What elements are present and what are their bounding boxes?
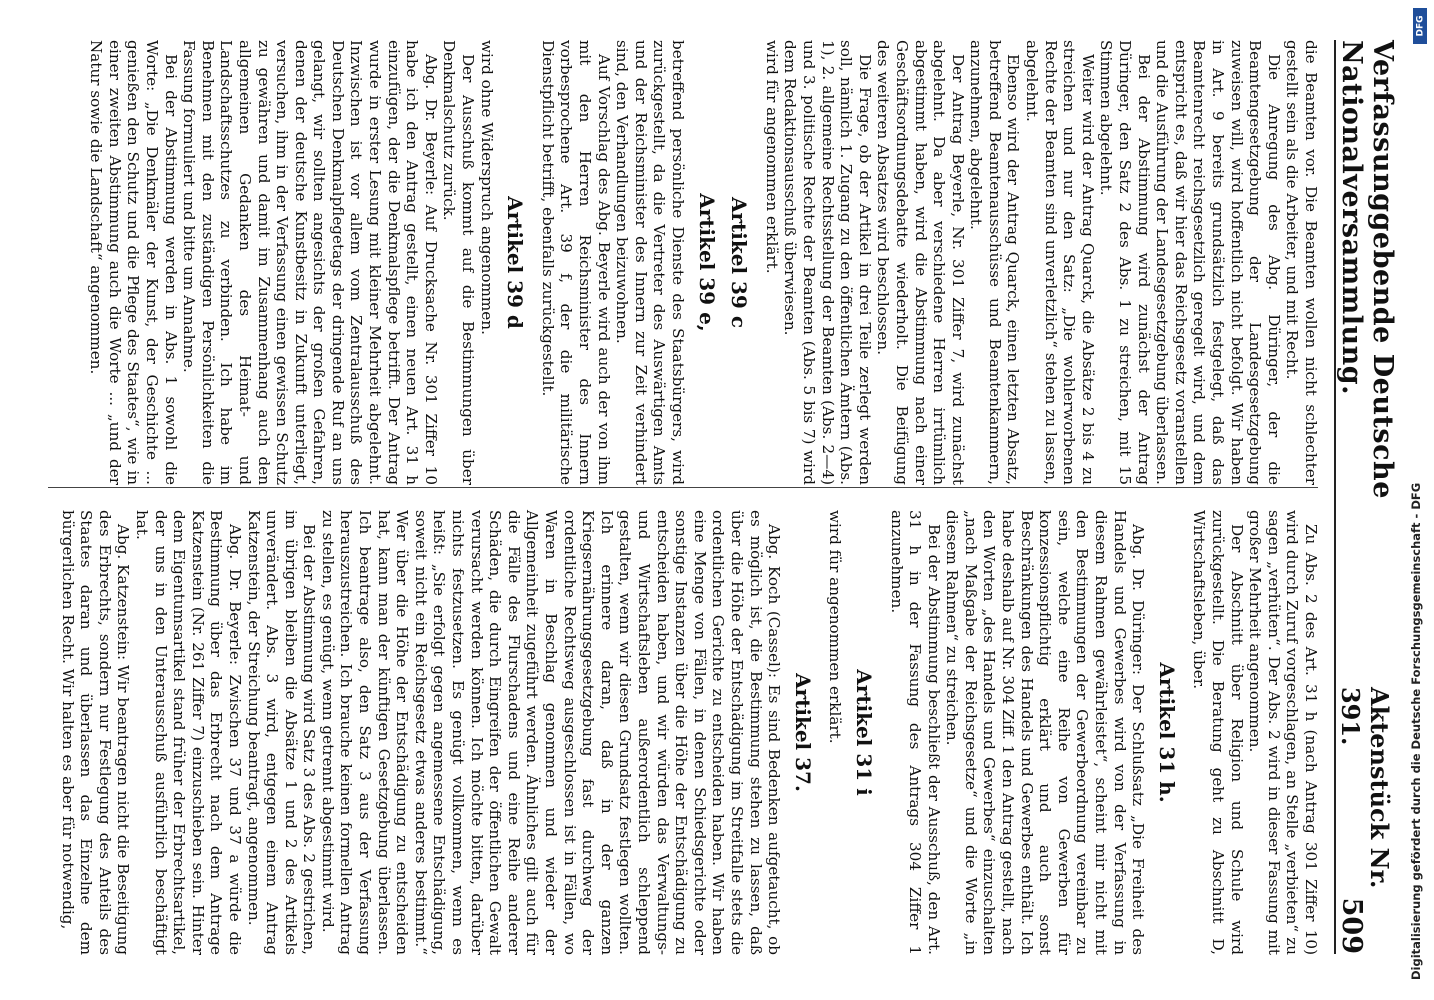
paragraph: Die Frage, ob der Artikel in drei Teile zerlegt werden soll, nämlich 1. Zugang zu den öffentlichen Ämtern (Abs. 1), 2. allgemeine Rechtsstellung der Beamten (Abs. 2—4) und 3. politische Rechte der Beamten (Abs. 5 bis 7) wird dem Redaktionsausschuß überwiesen. bbox=[781, 40, 874, 485]
paragraph: Abg. Dr. Beyerle: Auf Drucksache Nr. 301 Ziffer 10 habe ich den Antrag gestellt, einen neuen Art. 31 h einzufügen, der die Denkmalspflege betrifft. Der Antrag wurde in erster Lesung mit kleiner Mehrheit abgelehnt. Inzwischen ist vor allem vom Zentralausschuß des Deutschen Denkmalpflegetags der dringende Ruf an uns gelangt, wir sollten angesichts der großen Gefahren, denen der deutsche Kunstbesitz in Zukunft unterliegt, versuchen, ihm in der Verfassung einen gewissen Schutz zu gewähren und damit im Zusammenhang auch den allgemeinen Gedanken des Heimat- und Landschaftsschutzes zu verbinden. Ich habe im Benehmen mit den zuständigen Persönlichkeiten die Fassung formuliert und bitte um Annahme. bbox=[180, 40, 440, 485]
credit-text: Digitalisierung gefördert durch die Deutsche Forschungsgemeinschaft - DFG bbox=[1409, 482, 1423, 980]
page-number: 509 bbox=[1336, 897, 1367, 954]
article-heading: Artikel 39 e, bbox=[694, 193, 719, 332]
paragraph: Der Abschnitt über Religion und Schule wird zurückgestellt. Die Beratung geht zu Abschnitt D, Wirtschaftsleben, über. bbox=[1190, 510, 1246, 955]
paragraph: Bei der Abstimmung wird zunächst der Antrag Düringer, den Satz 2 des Abs. 1 zu streichen, mit 15 Stimmen abgelehnt. bbox=[1097, 40, 1153, 485]
paragraph: Bei der Abstimmung wird Satz 3 des Abs. 2 gestrichen, im übrigen bleiben die Absätze 1 und 2 des Artikels unverändert. Abs. 3 wird, entgegen einem Antrag Katzenstein, der Streichung beantragt, angenommen. bbox=[244, 510, 319, 955]
paragraph: Der Antrag Beyerle, Nr. 301 Ziffer 7, wird zunächst abgelehnt. Da aber verschiedene Herren irrtümlich abgestimmt haben, wird die Abstimmung nach einer Geschäftsordnungsdebatte wiederholt. Die Beifügung des weiteren Absatzes wird beschlossen. bbox=[874, 40, 967, 485]
dfg-logo bbox=[1413, 8, 1427, 44]
paragraph: die Beamten vor. Die Beamten wollen nicht schlechter gestellt sein als die Arbeiter, und mit Recht. bbox=[1283, 40, 1320, 485]
paragraph: Abg. Dr. Düringer: Der Schlußsatz „Die Freiheit des Handels und Gewerbes wird von der Verfassung in diesem Rahmen gewährleistet“, scheint mir nicht mit den Bestimmungen der Gewerbeordnung vereinbar zu sein, welche eine Reihe von Gewerben für konzessionspflichtig erklärt und auch sonst Beschränkungen des Handels und Gewerbes enthält. Ich habe deshalb auf Nr. 304 Ziff. 1 den Antrag gestellt, nach den Worten „des Handels und Gewerbes“ einzuschalten „nach Maßgabe der Reichsgesetze“ und die Worte „in diesem Rahmen“ zu streichen. bbox=[943, 510, 1148, 955]
paragraph: Bei der Abstimmung beschließt der Ausschuß, den Art. 31 h in der Fassung des Antrags 304 Ziffer 1 anzunehmen. bbox=[887, 510, 943, 955]
paragraph: Abg. Dr. Beyerle: Zwischen 37 und 37 a würde die Bestimmung über das Erbrecht nach dem Antrage Katzenstein (Nr. 261 Ziffer 7) einzuschieben sein. Hinter dem Eigentumsartikel stand früher der Erbrechtsartikel, der uns in den Unterausschuß ausführlich beschäftigt hat. bbox=[132, 510, 244, 955]
document-number: Aktenstück Nr. 391. bbox=[1336, 686, 1394, 889]
article-heading: Artikel 31 i bbox=[851, 669, 876, 796]
article-heading: Artikel 39 c bbox=[727, 196, 752, 328]
page-header bbox=[1334, 40, 1398, 954]
left-column bbox=[87, 40, 1320, 485]
paragraph: wird für angenommen erklärt. bbox=[762, 40, 781, 274]
paragraph: Ebenso wird der Antrag Quarck, einen letzten Absatz, betreffend Beamtenausschüsse und Beamtenkammern, anzunehmen, abgelehnt. bbox=[967, 40, 1023, 485]
dfg-logo-text: DFG bbox=[1415, 15, 1426, 37]
paragraph: betreffend persönliche Dienste des Staatsbürgers, wird zurückgestellt, da die Vertreter des Auswärtigen Amts und der Reichsminister des Innern zur Zeit verhindert sind, den Verhandlungen beizuwohnen. bbox=[613, 40, 687, 485]
paragraph: Bei der Abstimmung werden in Abs. 1 sowohl die Worte: „Die Denkmäler der Kunst, der Geschichte ... genießen den Schutz und die Pflege des Staates“, wie in einer zweiten Abstimmung auch die Worte ... „und der Natur sowie die Landschaft“ angenommen. bbox=[87, 40, 180, 485]
digitization-credit bbox=[1407, 100, 1431, 980]
paragraph: Zu Abs. 2 des Art. 31 h (nach Antrag 301 Ziffer 10) wird durch Zuruf vorgeschlagen, an Stelle „verbieten“ zu sagen „verhüten“. Der Abs. 2 wird in dieser Fassung mit großer Mehrheit angenommen. bbox=[1246, 510, 1320, 955]
column-divider bbox=[48, 487, 1318, 488]
article-heading: Artikel 39 d bbox=[503, 196, 528, 329]
article-heading: Artikel 37. bbox=[790, 673, 815, 792]
paragraph: Auf Vorschlag des Abg. Beyerle wird auch der von ihm mit den Herren Reichsminister des Innern vorbesprochene Art. 39 f, der die militärische Dienstpflicht betrifft, ebenfalls zurückgestellt. bbox=[538, 40, 613, 485]
paragraph: Abg. Koch (Cassel): Es sind Bedenken aufgetaucht, ob es möglich ist, die Bestimmung stehen zu lassen, daß über die Höhe der Entschädigung im Streitfalle stets die ordentlichen Gerichte zu entscheiden haben. Wir haben eine Menge von Fällen, in denen Schiedsgerichte oder sonstige Instanzen über die Höhe der Entschädigung zu entscheiden haben, und wir würden das Verwaltungs- und Wirtschaftsleben außerordentlich schleppend gestalten, wenn wir diesen Grundsatz festlegen wollten. Ich erinnere daran, daß in der ganzen Kriegsernährungsgesetzgebung fast durchweg der ordentliche Rechtsweg ausgeschlossen ist in Fällen, wo Waren in Beschlag genommen und wieder der Allgemeinheit zugeführt werden. Ähnliches gilt auch für die Fälle des Flurschadens und eine Reihe anderer Schäden, die durch Eingreifen der öffentlichen Gewalt verursacht werden können. Ich möchte bitten, darüber nichts festzusetzen. Es genügt vollkommen, wenn es heißt: „Sie erfolgt gegen angemessene Entschädigung, soweit nicht ein Reichsgesetz etwas anderes bestimmt.“ Wer über die Höhe der Entschädigung zu entscheiden hat, kann man der künftigen Gesetzgebung überlassen. Ich beantrage also, den Satz 3 aus der Verfassung herauszustreichen. Ich brauche keinen formellen Antrag zu stellen, es genügt, wenn getrennt abgestimmt wird. bbox=[318, 510, 784, 955]
paragraph: Die Anregung des Abg. Düringer, der die Beamtengesetzgebung der Landesgesetzgebung zuweisen will, wird hoffentlich nicht befolgt. Wir haben in Art. 9 bereits grundsätzlich festgelegt, daß das Beamtenrecht reichsgesetzlich geregelt wird, und dem entspricht es, daß wir hier das Reichsgesetz voranstellen und die Ausführung der Landesgesetzgebung überlassen. bbox=[1153, 40, 1283, 485]
paragraph: Weiter wird der Antrag Quarck, die Absätze 2 bis 4 zu streichen und nur den Satz: „Die wohlerworbenen Rechte der Beamten sind unverletzlich“ stehen zu lassen, abgelehnt. bbox=[1023, 40, 1097, 485]
article-heading: Artikel 31 h. bbox=[1154, 662, 1179, 803]
paragraph: Abg. Katzenstein: Wir beantragen nicht die Beseitigung des Erbrechts, sondern nur Festlegung des Anteils des Staates daran und überlassen das Einzelne dem bürgerlichen Recht. Wir halten es aber für notwendig, bbox=[58, 510, 133, 955]
paragraph: Der Ausschuß kommt auf die Bestimmungen über Denkmalschutz zurück. bbox=[440, 40, 478, 485]
paragraph: wird ohne Widerspruch angenommen. bbox=[477, 40, 496, 335]
paragraph: wird für angenommen erklärt. bbox=[826, 510, 845, 744]
right-column bbox=[58, 510, 1320, 955]
running-title: Verfassunggebende Deutsche Nationalversammlung. bbox=[1336, 40, 1398, 499]
